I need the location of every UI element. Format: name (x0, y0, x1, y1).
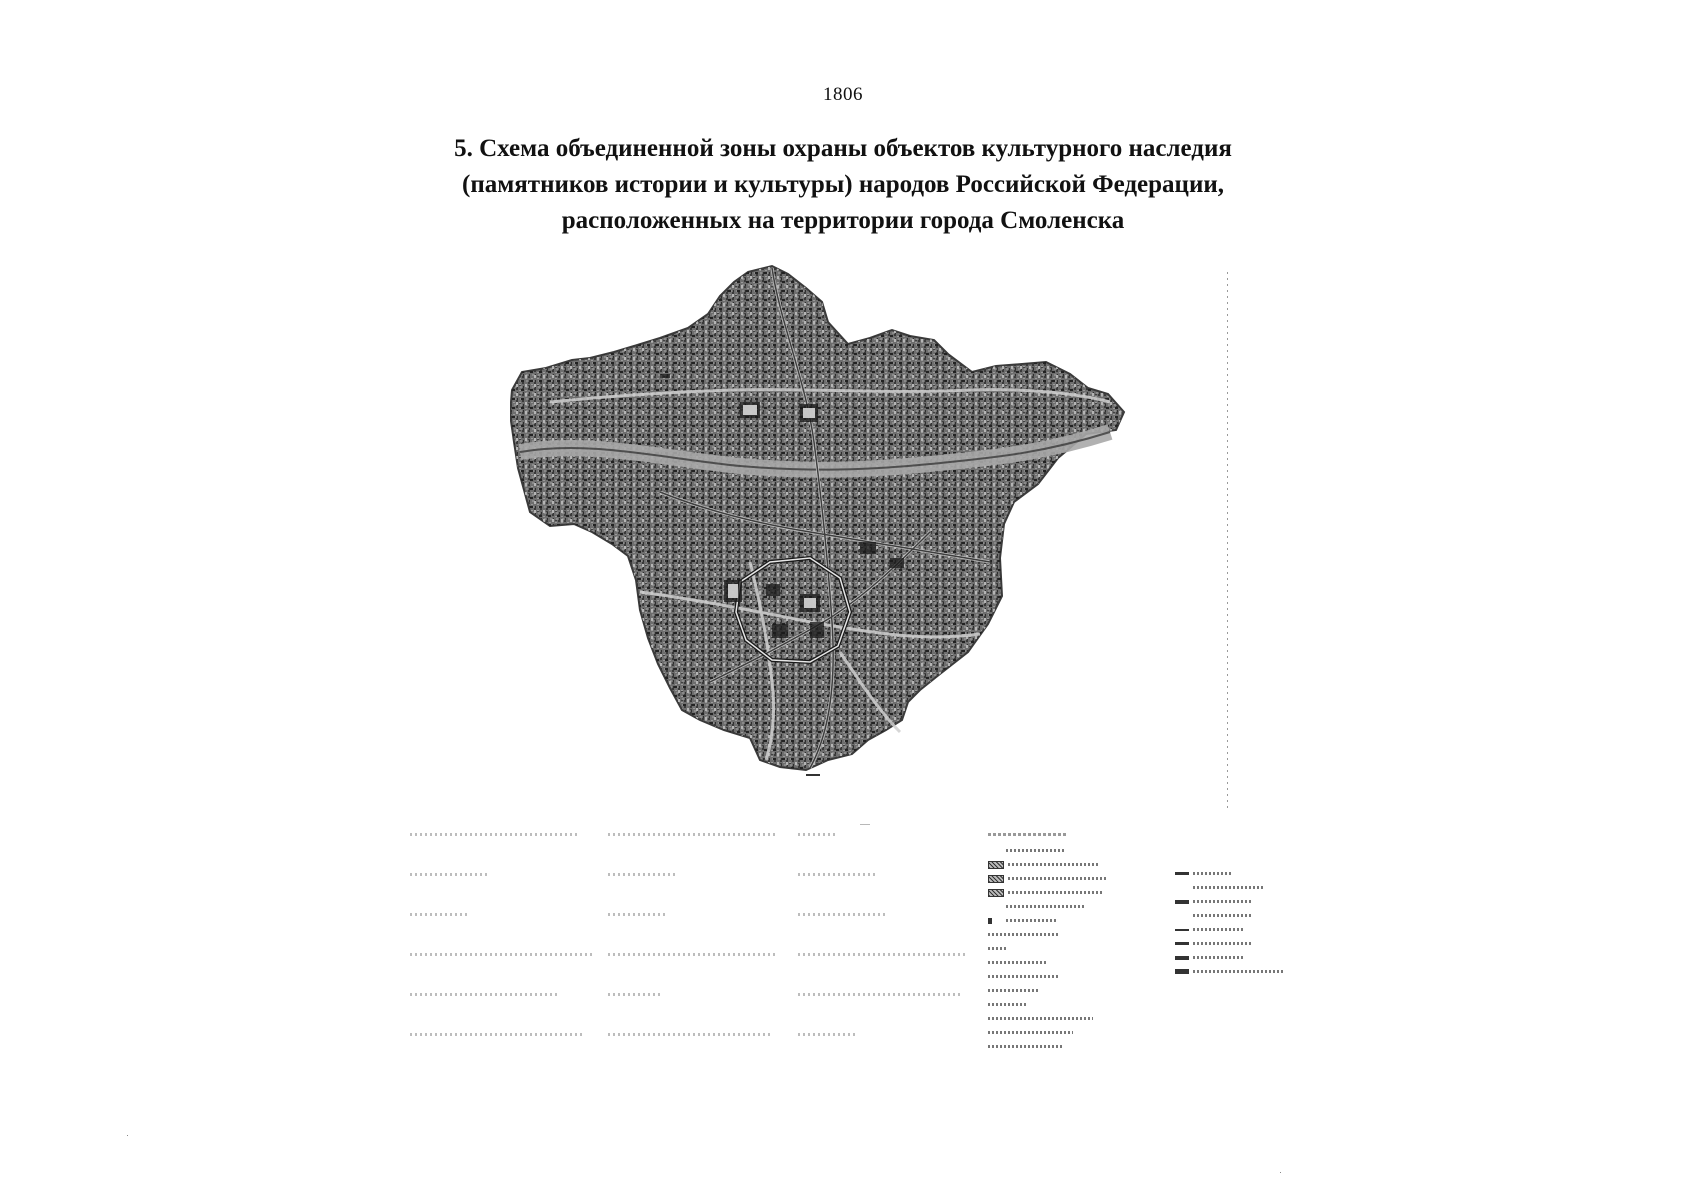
city-map (510, 262, 1230, 832)
map-legend-right (1175, 868, 1285, 980)
legend-item (988, 929, 1118, 940)
map-frame-line (1227, 272, 1228, 812)
title-line-1: 5. Схема объединенной зоны охраны объектов культурного наследия (454, 135, 1232, 162)
legend-item (988, 1013, 1118, 1024)
faded-legend-column-2 (608, 828, 788, 1068)
legend-header (988, 830, 1068, 839)
faded-legend-column-3 (798, 828, 978, 1068)
legend-item (1175, 938, 1285, 949)
legend-item (988, 943, 1118, 954)
legend-item (1175, 882, 1285, 893)
legend-item (988, 887, 1118, 898)
legend-item (988, 1041, 1118, 1052)
document-title (300, 131, 1386, 239)
legend-item (1175, 868, 1285, 879)
title-line-3: расположенных на территории города Смоленска (561, 207, 1125, 234)
legend-item (1175, 924, 1285, 935)
city-map-icon (510, 262, 1230, 832)
legend-item (988, 859, 1118, 870)
legend-item (988, 971, 1118, 982)
legend-item (988, 915, 1118, 926)
legend-item (988, 1027, 1118, 1038)
legend-item (1175, 896, 1285, 907)
legend-item (988, 873, 1118, 884)
legend-item (988, 845, 1118, 856)
map-legend-left (988, 830, 1118, 1055)
legend-item (988, 957, 1118, 968)
scan-speck (127, 1135, 128, 1136)
legend-item (1175, 910, 1285, 921)
legend-item (988, 901, 1118, 912)
page-number: 1806 (823, 84, 863, 105)
legend-item (1175, 952, 1285, 963)
scan-speck (1280, 1172, 1281, 1173)
legend-item (1175, 966, 1285, 977)
title-line-2: (памятников истории и культуры) народов Российской Федерации, (462, 171, 1224, 198)
legend-item (988, 999, 1118, 1010)
legend-item (988, 985, 1118, 996)
faded-legend-column-1 (410, 828, 595, 1068)
map-scale-mark: —— (860, 822, 870, 828)
